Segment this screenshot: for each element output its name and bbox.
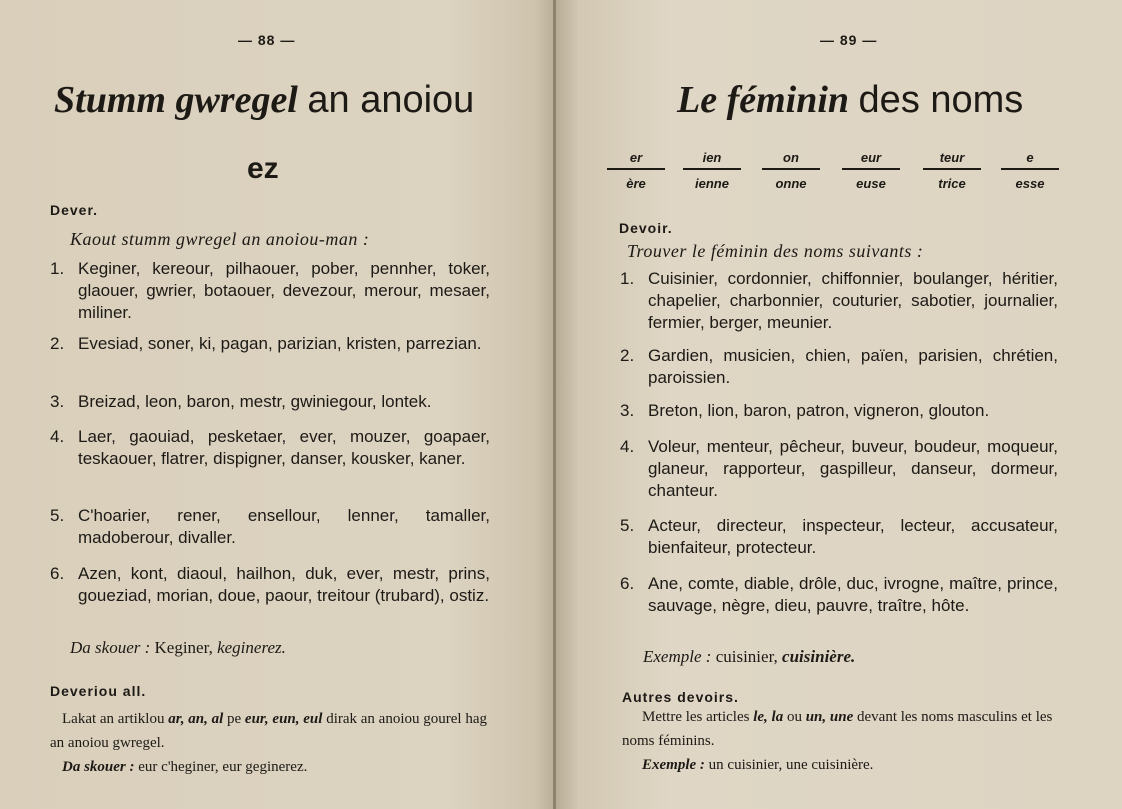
example-line: [70, 638, 286, 658]
example-line-2: Da skouer : eur c'heginer, eur geginerez.: [62, 759, 308, 775]
item-text: Acteur, directeur, inspecteur, lecteur, accusateur, bienfaiteur, protecteur.: [648, 516, 1058, 557]
item-number: 6.: [620, 574, 635, 593]
instruction: Trouver le féminin des noms suivants :: [627, 241, 924, 261]
suffix-pair: on onne: [756, 150, 826, 191]
item-text: Cuisinier, cordonnier, chiffonnier, boulanger, héritier, chapelier, charbonnier, couturier, sabotier, journalier, fermier, berger, meunier.: [648, 269, 1058, 332]
title-plain: an anoiou: [307, 79, 475, 121]
item-text: Voleur, menteur, pêcheur, buveur, boudeur, moqueur, glaneur, rapporteur, gaspilleur, danseur, dormeur, chanteur.: [648, 437, 1058, 500]
title-plain: des noms: [858, 79, 1024, 121]
section-heading: Dever.: [50, 202, 99, 218]
example-label: Da skouer :: [70, 638, 151, 657]
item-text: Breizad, leon, baron, mestr, gwiniegour, lontek.: [78, 392, 432, 411]
item-number: 1.: [620, 269, 635, 288]
item-number: 4.: [620, 437, 635, 456]
item-text: Gardien, musicien, chien, païen, parisien, chrétien, paroissien.: [648, 346, 1058, 387]
section-heading: Devoir.: [619, 220, 673, 236]
item-text: Azen, kont, diaoul, hailhon, duk, ever, mestr, prins, goueziad, morian, doue, paour, treitour (trubard), ostiz.: [78, 564, 490, 605]
right-page: [556, 0, 1122, 809]
title-line-2: ez: [247, 152, 279, 185]
item-number: 1.: [50, 259, 65, 278]
item-number: 6.: [50, 564, 65, 583]
page-number: — 89 —: [820, 32, 878, 48]
item-text: Ane, comte, diable, drôle, duc, ivrogne, maître, prince, sauvage, nègre, dieu, pauvre, traître, hôte.: [648, 574, 1058, 615]
page-title: [54, 78, 474, 122]
example-word: cuisinier,: [715, 647, 778, 666]
item-number: 5.: [620, 516, 635, 535]
item-number: 4.: [50, 427, 65, 446]
suffix-pair: e esse: [995, 150, 1065, 191]
example-line: [643, 647, 855, 667]
left-page: [0, 0, 556, 809]
paragraph: Mettre les articles le, la ou un, une devant les noms masculins et les noms féminins.: [622, 709, 1053, 749]
item-text: Breton, lion, baron, patron, vigneron, glouton.: [648, 401, 990, 420]
title-italic: Le féminin: [677, 79, 850, 121]
item-number: 3.: [50, 392, 65, 411]
item-text: Keginer, kereour, pilhaouer, pober, pennher, toker, glaouer, gwrier, botaouer, devezour, merour, mesaer, miliner.: [78, 259, 490, 322]
item-text: Laer, gaouiad, pesketaer, ever, mouzer, goapaer, teskaouer, flatrer, dispigner, danser, kousker, kaner.: [78, 427, 490, 468]
title-italic: Stumm gwregel: [54, 79, 298, 121]
section-heading-2: Autres devoirs.: [622, 689, 739, 705]
example-answer: cuisinière.: [782, 647, 856, 666]
instruction: Kaout stumm gwregel an anoiou-man :: [70, 229, 370, 249]
item-text: Evesiad, soner, ki, pagan, parizian, kristen, parrezian.: [78, 334, 482, 353]
paragraph: Lakat an artiklou ar, an, al pe eur, eun, eul dirak an anoiou gourel hag an anoiou gwregel.: [50, 711, 487, 751]
page-number: — 88 —: [238, 32, 296, 48]
page-title: [677, 78, 1023, 122]
suffix-pair: ien ienne: [677, 150, 747, 191]
example-word: Keginer,: [154, 638, 213, 657]
section-heading-2: Deveriou all.: [50, 683, 147, 699]
suffix-pair: er ère: [601, 150, 671, 191]
item-number: 3.: [620, 401, 635, 420]
item-number: 5.: [50, 506, 65, 525]
example-answer: keginerez.: [217, 638, 286, 657]
item-number: 2.: [620, 346, 635, 365]
suffix-pair: eur euse: [836, 150, 906, 191]
item-number: 2.: [50, 334, 65, 353]
example-line-2: Exemple : un cuisinier, une cuisinière.: [642, 757, 874, 773]
suffix-pair: teur trice: [917, 150, 987, 191]
example-label: Exemple :: [643, 647, 712, 666]
item-text: C'hoarier, rener, ensellour, lenner, tamaller, madoberour, divaller.: [78, 506, 490, 547]
